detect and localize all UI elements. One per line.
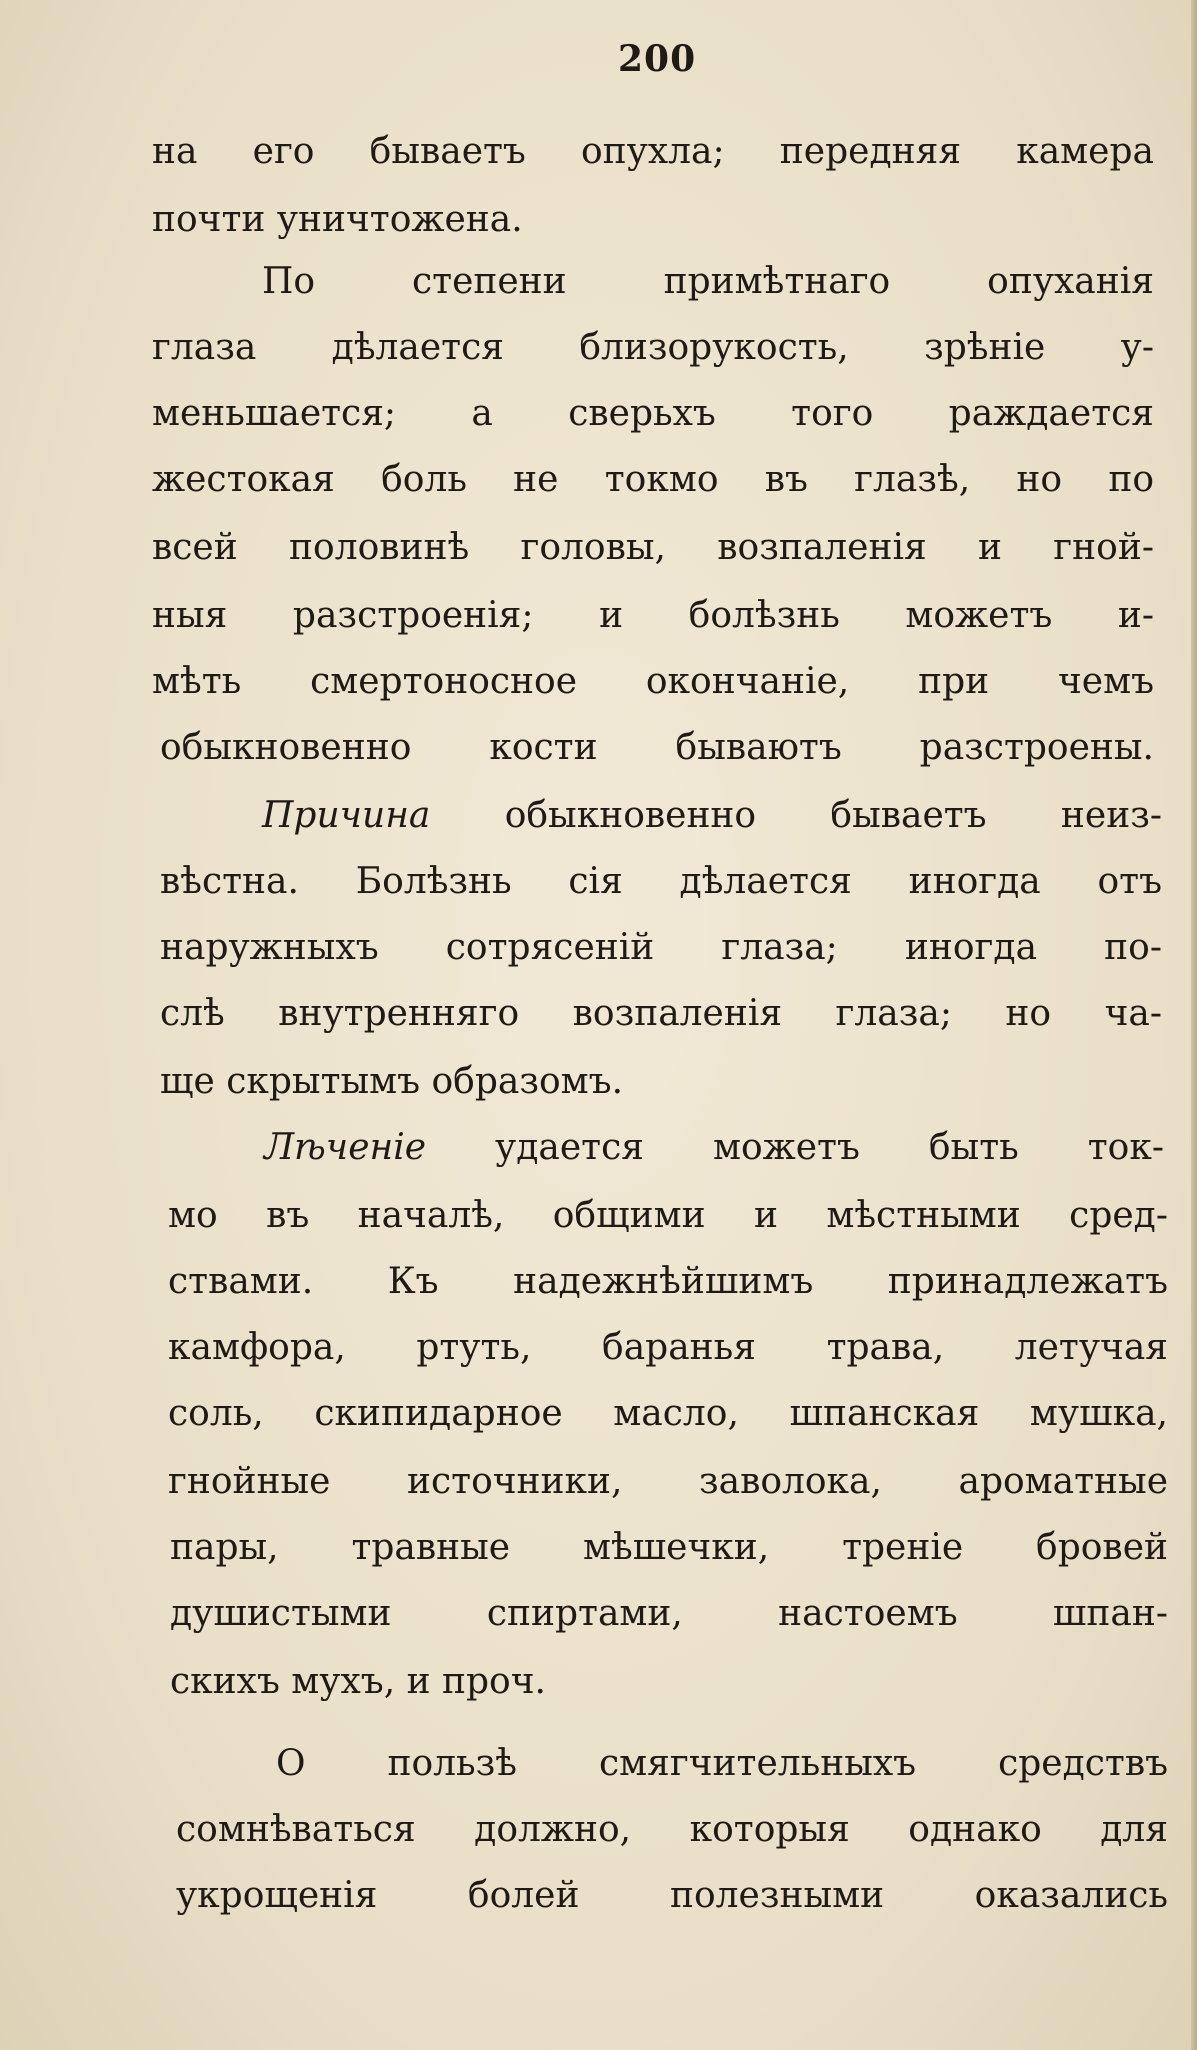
text-line-21: гнойные источники, заволока, ароматные: [168, 1461, 1168, 1502]
text-line-25: О пользѣ смягчительныхъ средствъ: [276, 1743, 1168, 1784]
text-line-11: [262, 792, 1162, 840]
paragraph-heading-treatment: Лѣченіе: [264, 1127, 427, 1168]
text-line-8: ныя разстроенія; и болѣзнь можетъ и-: [152, 595, 1154, 636]
text-line-27: укрощенія болей полезными оказались: [176, 1875, 1168, 1916]
text-line-11-rest: обыкновенно бываетъ неиз-: [430, 795, 1162, 836]
page-number: 200: [618, 38, 697, 80]
text-line-14: слѣ внутренняго возпаленія глаза; но ча-: [160, 993, 1162, 1034]
page-edge: [1191, 0, 1197, 2050]
text-line-2: почти уничтожена.: [152, 199, 523, 240]
text-line-10: обыкновенно кости бываютъ разстроены.: [160, 727, 1154, 768]
text-line-18: ствами. Къ надежнѣйшимъ принадлежатъ: [168, 1261, 1168, 1302]
text-line-23: душистыми спиртами, настоемъ шпан-: [170, 1593, 1168, 1634]
text-line-26: сомнѣваться должно, которыя однако для: [176, 1809, 1168, 1850]
text-line-15: ще скрытымъ образомъ.: [160, 1061, 624, 1102]
text-line-16: [264, 1124, 1164, 1172]
text-line-20: соль, скипидарное масло, шпанская мушка,: [168, 1393, 1168, 1434]
text-line-6: жестокая боль не токмо въ глазѣ, но по: [152, 459, 1154, 500]
text-line-9: мѣть смертоносное окончаніе, при чемъ: [152, 661, 1154, 702]
text-line-12: вѣстна. Болѣзнь сія дѣлается иногда отъ: [160, 861, 1162, 902]
text-line-7: всей половинѣ головы, возпаленія и гной-: [152, 527, 1154, 568]
text-line-19: камфора, ртуть, баранья трава, летучая: [168, 1327, 1168, 1368]
text-line-13: наружныхъ сотрясеній глаза; иногда по-: [160, 927, 1162, 968]
text-line-4: глаза дѣлается близорукость, зрѣніе у-: [152, 327, 1154, 368]
text-line-16-rest: удается можетъ быть ток-: [426, 1127, 1164, 1168]
text-line-17: мо въ началѣ, общими и мѣстными сред-: [168, 1195, 1168, 1236]
paragraph-heading-cause: Причина: [262, 795, 431, 836]
text-line-5: меньшается; а сверьхъ того раждается: [152, 393, 1154, 434]
text-line-24: скихъ мухъ, и проч.: [170, 1661, 546, 1702]
text-line-22: пары, травные мѣшечки, треніе бровей: [170, 1527, 1168, 1568]
text-line-1: на его бываетъ опухла; передняя камера: [152, 131, 1154, 172]
text-line-3: По степени примѣтнаго опуханія: [262, 261, 1154, 302]
